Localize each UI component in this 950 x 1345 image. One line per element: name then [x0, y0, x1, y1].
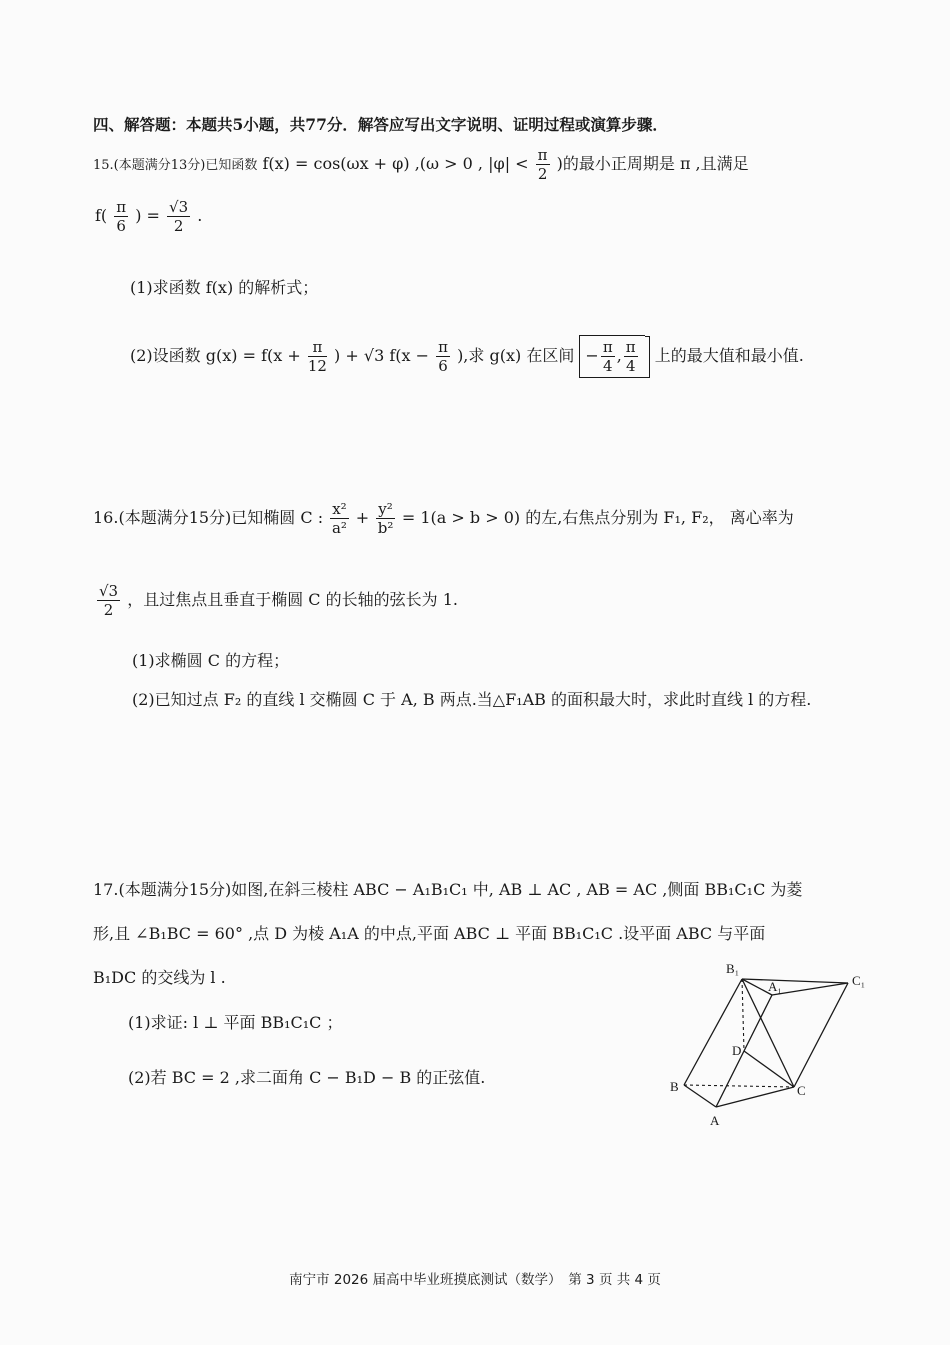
- q15-frac-num: π: [308, 338, 327, 357]
- q15-part1: (1)求函数 f(x) 的解析式；: [130, 278, 319, 297]
- q16-frac-den: 2: [103, 601, 114, 619]
- q16-frac-den: a²: [331, 519, 347, 537]
- label-c: C: [797, 1083, 806, 1098]
- label-b1: B₁: [726, 961, 740, 976]
- q16-sqrt3-over-2: [97, 582, 120, 619]
- edge-d-c: [744, 1051, 794, 1087]
- q16-frac-den: b²: [377, 519, 394, 537]
- q16-frac-num: x²: [332, 500, 347, 518]
- q15-part2-a: (2)设函数 g(x) = f(x +: [130, 346, 301, 365]
- q15-part2-c: ),求 g(x) 在区间: [457, 346, 575, 365]
- q15-pi-over-2: [536, 146, 550, 183]
- q15-pi-over-6: [114, 198, 128, 235]
- label-d: D: [732, 1043, 742, 1058]
- q15-frac-num: π: [537, 146, 548, 164]
- q15-part2: [130, 335, 804, 378]
- q15-header: 15.(本题满分13分)已知函数: [93, 158, 258, 173]
- label-a: A: [710, 1113, 720, 1128]
- q17-part1: (1)求证: l ⊥ 平面 BB₁C₁C ；: [128, 1013, 343, 1032]
- q15-frac-num: π: [602, 338, 613, 356]
- q15-frac-num: √3: [169, 198, 189, 216]
- q15-line1: [93, 146, 749, 183]
- q15-interval: [579, 335, 644, 378]
- q16-line2: [95, 582, 458, 619]
- q15-minus: −: [585, 346, 599, 365]
- edge-b-a: [684, 1085, 716, 1107]
- q15-frac-den: 4: [625, 357, 636, 375]
- section-title: 四、解答题：本题共5小题，共77分．解答应写出文字说明、证明过程或演算步骤．: [93, 115, 668, 134]
- q15-frac-den: 2: [173, 217, 184, 235]
- edge-a1-c1: [772, 983, 848, 995]
- q15-pi-over-6b: [436, 338, 450, 375]
- q15-interval-close: [645, 336, 650, 378]
- q16-part2: (2)已知过点 F₂ 的直线 l 交椭圆 C 于 A, B 两点.当△F₁AB 的面积最大时，求此时直线 l 的方程.: [132, 690, 812, 709]
- q15-frac-den: 2: [537, 165, 548, 183]
- page-footer: 南宁市 2026 届高中毕业班摸底测试（数学） 第 3 页 共 4 页: [289, 1272, 661, 1288]
- edge-c1-c: [794, 983, 848, 1087]
- q15-math1: f(x) = cos(ωx + φ) ,(ω > 0 , |φ| <: [262, 154, 529, 173]
- edge-b1-d-hidden: [742, 979, 744, 1051]
- edge-b1-b: [684, 979, 742, 1085]
- q17-line3: B₁DC 的交线为 l .: [93, 968, 226, 987]
- q16-y2-over-b2: [376, 500, 395, 537]
- edge-b1-c: [742, 979, 794, 1087]
- edge-b1-c1: [742, 979, 848, 983]
- q16-part1: (1)求椭圆 C 的方程；: [132, 651, 290, 670]
- q15-part2-tail: 上的最大值和最小值.: [654, 346, 804, 365]
- q15-pi-over-4b: [624, 338, 638, 375]
- edge-b-c-hidden: [684, 1085, 794, 1087]
- edge-a-c: [716, 1087, 794, 1107]
- q15-comma: ,: [616, 346, 622, 365]
- q15-period: .: [197, 206, 203, 225]
- q15-frac-num: π: [116, 198, 127, 216]
- q16-line2-text: ，且过焦点且垂直于椭圆 C 的长轴的弦长为 1.: [127, 590, 458, 609]
- q15-line1-tail: )的最小正周期是 π ,且满足: [556, 154, 749, 173]
- q15-pi-over-12: [308, 338, 327, 375]
- q15-part2-b: ) + √3 f(x −: [334, 346, 430, 365]
- q15-f-open: f(: [95, 206, 108, 225]
- label-a1: A₁: [768, 979, 782, 994]
- q15-pi-over-4a: [601, 338, 615, 375]
- label-b: B: [670, 1079, 679, 1094]
- q16-line1-b: = 1(a > b > 0) 的左,右焦点分别为 F₁, F₂， 离心率为: [401, 508, 794, 527]
- q17-line2: 形,且 ∠B₁BC = 60° ,点 D 为棱 A₁A 的中点,平面 ABC ⊥ 平面 BB₁C₁C .设平面 ABC 与平面: [93, 924, 766, 943]
- q17-line1: 17.(本题满分15分)如图,在斜三棱柱 ABC − A₁B₁C₁ 中, AB ⊥ AC , AB = AC ,侧面 BB₁C₁C 为菱: [93, 880, 803, 899]
- q15-sqrt3-over-2: [167, 198, 190, 235]
- q16-frac-num: √3: [99, 582, 119, 600]
- prism-figure: [660, 955, 890, 1135]
- label-c1: C₁: [852, 973, 866, 988]
- q15-eq: ) =: [135, 206, 160, 225]
- q16-plus: +: [355, 508, 370, 527]
- q15-frac-den: 6: [116, 217, 126, 235]
- q16-frac-num: y²: [378, 500, 393, 518]
- q15-frac-den: 6: [438, 357, 448, 375]
- q16-line1: [93, 500, 794, 537]
- q16-x2-over-a2: [330, 500, 348, 537]
- q16-line1-a: 16.(本题满分15分)已知椭圆 C :: [93, 508, 324, 527]
- q15-frac-den: 4: [602, 357, 613, 375]
- q15-frac-num: π: [438, 338, 448, 356]
- q15-frac-num: π: [625, 338, 636, 356]
- q17-part2: (2)若 BC = 2 ,求二面角 C − B₁D − B 的正弦值.: [128, 1068, 486, 1087]
- q15-frac-den: 12: [307, 357, 327, 375]
- q15-condition: [95, 198, 202, 235]
